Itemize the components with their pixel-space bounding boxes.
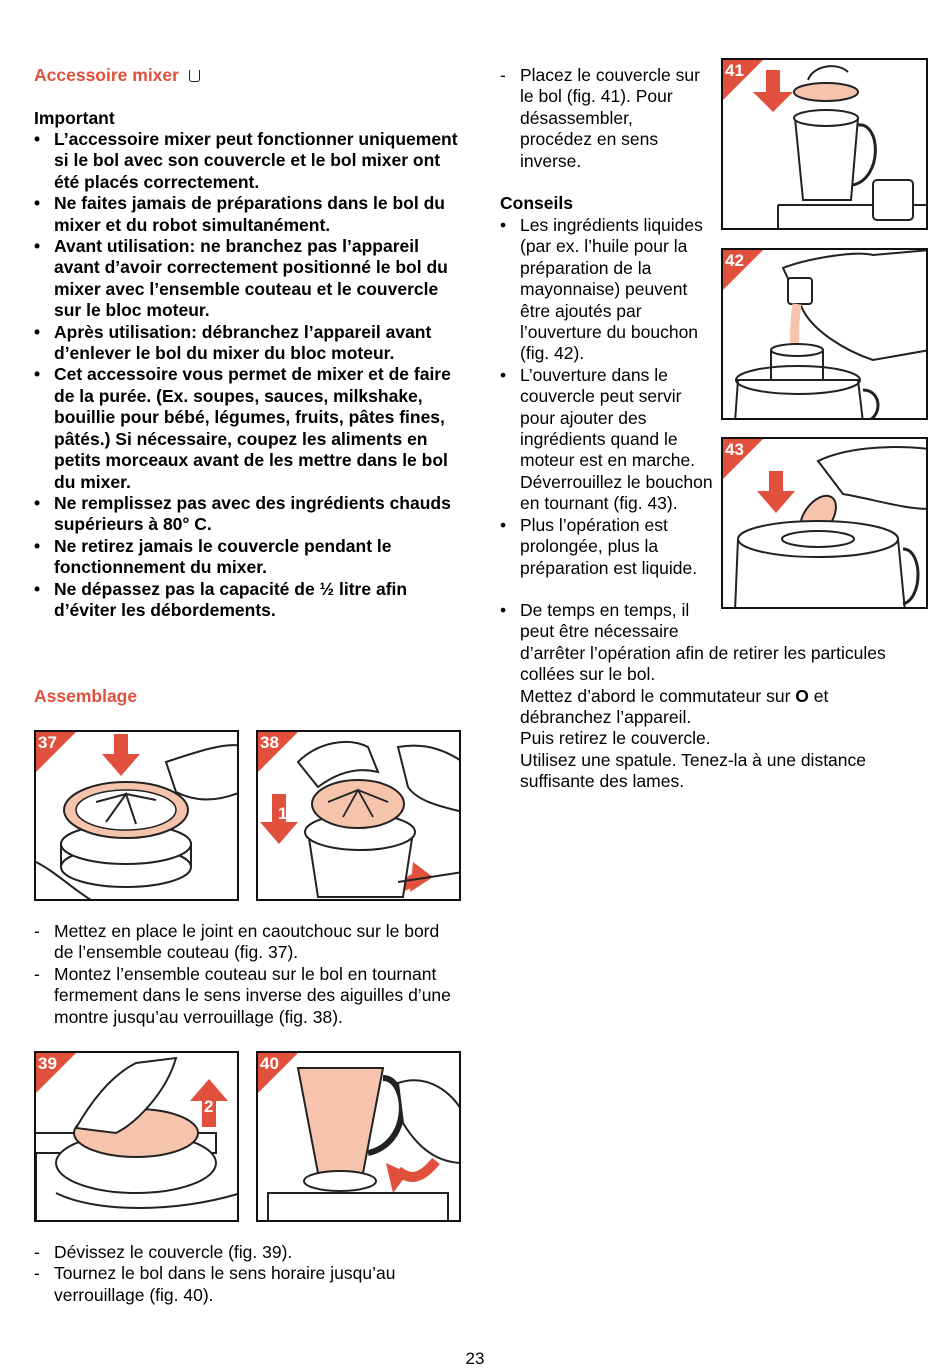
text-line: débranchez l’appareil. [520,707,692,728]
switch-off-symbol: O [795,685,809,706]
figure-43 [721,437,928,609]
list-item: • Ne retirez jamais le couvercle pendant le fonctionnement du mixer. [34,536,466,579]
figure-42 [721,248,928,420]
figure-39-illustration [36,1053,239,1222]
bullet-glyph: • [500,600,507,620]
step-1-label: 1 [278,804,288,823]
list-item: - Mettez en place le joint en caoutchouc sur le bord de l’ensemble couteau (fig. 37). [34,921,454,964]
text-line: De temps en temps, il [520,600,690,620]
figure-number: 40 [260,1054,279,1073]
figure-number: 38 [260,733,279,752]
tips-heading: Conseils [500,193,573,213]
list-item: • Cet accessoire vous permet de mixer et de faire de la purée. (Ex. soupes, sauces, milkshake, bouillie pour bébé, légumes, fruits, pâtes fines, pâtés.) Si nécessaire, coupez les aliments en petits morceaux avant de les mettre dans le bol du mixer. [34,364,466,492]
figure-37 [34,730,239,901]
text-line: Puis retirez le couvercle. [520,728,711,749]
important-heading: Important [34,108,115,128]
list-item: • Après utilisation: débranchez l’appareil avant d’enlever le bol du mixer du bloc moteur. [34,322,466,365]
figure-42-illustration [723,250,928,420]
assembly-steps-a [34,921,454,1028]
list-item: - Placez le couvercle sur le bol (fig. 41). Pour désassembler, procédez en sens inverse. [500,65,700,172]
figure-43-illustration [723,439,928,609]
list-item: - Dévissez le couvercle (fig. 39). [34,1242,454,1263]
step-2-label: 2 [204,1097,214,1116]
figure-41 [721,58,928,230]
placement-step [500,65,700,172]
text-line: Utilisez une spatule. Tenez-la à une distance [520,749,867,770]
figure-number: 43 [725,440,744,459]
list-item: - Tournez le bol dans le sens horaire jusqu’au verrouillage (fig. 40). [34,1263,454,1306]
list-item: • Ne dépassez pas la capacité de ½ litre afin d’éviter les débordements. [34,579,466,622]
figure-number: 42 [725,251,744,270]
figure-40-illustration [258,1053,461,1222]
list-item: • Les ingrédients liquides (par ex. l’huile pour la préparation de la mayonnaise) peuvent être ajoutés par l’ouverture du bouchon (fig. 42). [500,215,718,365]
figure-40 [256,1051,461,1222]
step-2-label: 2 [344,875,354,894]
mixer-cup-icon [189,70,200,82]
figure-number: 39 [38,1054,57,1073]
step-1-label: 1 [156,1155,166,1174]
page-number: 23 [465,1349,485,1368]
section-title: Accessoire mixer [34,65,200,86]
switch-instruction: Mettez d’abord le commutateur sur O et [520,685,829,706]
last-tip [500,600,930,793]
text-line: collées sur le bol. [520,664,656,685]
tips-list [500,215,718,579]
list-item: • Plus l’opération est prolongée, plus la préparation est liquide. [500,515,718,579]
figure-41-illustration [723,60,928,230]
list-item: • Avant utilisation: ne branchez pas l’appareil avant d’avoir correctement positionné le bol du mixer avec l’ensemble couteau et le couvercle sur le bloc moteur. [34,236,466,322]
list-item: • Ne faites jamais de préparations dans le bol du mixer et du robot simultanément. [34,193,466,236]
figure-38-illustration [258,732,461,901]
important-list [34,129,466,621]
list-item: • Ne remplissez pas avec des ingrédients chauds supérieurs à 80° C. [34,493,466,536]
figure-38 [256,730,461,901]
list-item: • L’accessoire mixer peut fonctionner uniquement si le bol avec son couvercle et le bol mixer ont été placés correctement. [34,129,466,193]
figure-number: 37 [38,733,57,752]
text-line: peut être nécessaire [520,621,679,642]
assembly-heading: Assemblage [34,686,138,706]
list-item: • L’ouverture dans le couvercle peut servir pour ajouter des ingrédients quand le moteur est en marche. Déverrouillez le bouchon en tournant (fig. 43). [500,365,718,515]
assembly-steps-b [34,1242,454,1306]
figure-number: 41 [725,61,744,80]
figure-37-illustration [36,732,239,901]
text-line: suffisante des lames. [520,771,685,792]
list-item: - Montez l’ensemble couteau sur le bol en tournant fermement dans le sens inverse des aiguilles d’une montre jusqu’au verrouillage (fig. 38). [34,964,454,1028]
text-line: d’arrêter l’opération afin de retirer les particules [520,642,886,663]
figure-39 [34,1051,239,1222]
